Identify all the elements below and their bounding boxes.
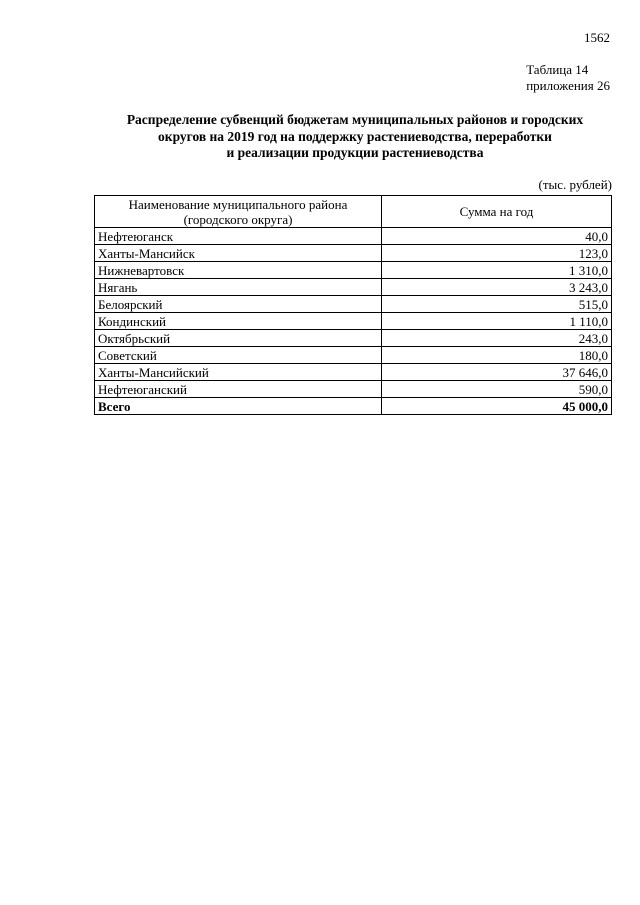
table-row xyxy=(95,228,612,245)
row-name: Советский xyxy=(95,347,382,364)
table-total-row xyxy=(95,398,612,415)
row-amount: 243,0 xyxy=(382,330,612,347)
table-row xyxy=(95,313,612,330)
table-row xyxy=(95,296,612,313)
row-amount: 40,0 xyxy=(382,228,612,245)
total-amount: 45 000,0 xyxy=(382,398,612,415)
table-header-row xyxy=(95,196,612,228)
row-name: Белоярский xyxy=(95,296,382,313)
table-reference xyxy=(526,62,610,94)
row-amount: 123,0 xyxy=(382,245,612,262)
table-row xyxy=(95,262,612,279)
subvention-table xyxy=(94,195,612,415)
row-name: Октябрьский xyxy=(95,330,382,347)
header-amount: Сумма на год xyxy=(382,196,612,228)
header-name xyxy=(95,196,382,228)
total-label: Всего xyxy=(95,398,382,415)
row-name: Кондинский xyxy=(95,313,382,330)
table-row xyxy=(95,279,612,296)
units-label: (тыс. рублей) xyxy=(538,177,612,192)
title-line-2: округов на 2019 год на поддержку растениеводства, переработки xyxy=(158,128,552,144)
row-amount: 515,0 xyxy=(382,296,612,313)
table-row xyxy=(95,330,612,347)
row-name: Нефтеюганск xyxy=(95,228,382,245)
row-name: Нягань xyxy=(95,279,382,296)
title-line-3: и реализации продукции растениеводства xyxy=(226,145,484,160)
row-amount: 37 646,0 xyxy=(382,364,612,381)
table-number: Таблица 14 xyxy=(526,62,589,77)
table-row xyxy=(95,245,612,262)
table-row xyxy=(95,347,612,364)
title-line-1: Распределение субвенций бюджетам муниципальных районов и городских xyxy=(126,112,584,127)
row-name: Ханты-Мансийский xyxy=(95,364,382,381)
row-amount: 590,0 xyxy=(382,381,612,398)
document-title xyxy=(60,112,640,162)
table-row xyxy=(95,364,612,381)
header-name-line-1: Наименование муниципального района xyxy=(128,196,348,212)
row-name: Нефтеюганский xyxy=(95,381,382,398)
page-number: 1562 xyxy=(584,30,610,45)
row-name: Нижневартовск xyxy=(95,262,382,279)
row-amount: 3 243,0 xyxy=(382,279,612,296)
row-amount: 1 110,0 xyxy=(382,313,612,330)
appendix-number: приложения 26 xyxy=(526,78,610,93)
row-amount: 180,0 xyxy=(382,347,612,364)
row-name: Ханты-Мансийск xyxy=(95,245,382,262)
table-row xyxy=(95,381,612,398)
header-name-line-2: (городского округа) xyxy=(183,211,293,227)
row-amount: 1 310,0 xyxy=(382,262,612,279)
